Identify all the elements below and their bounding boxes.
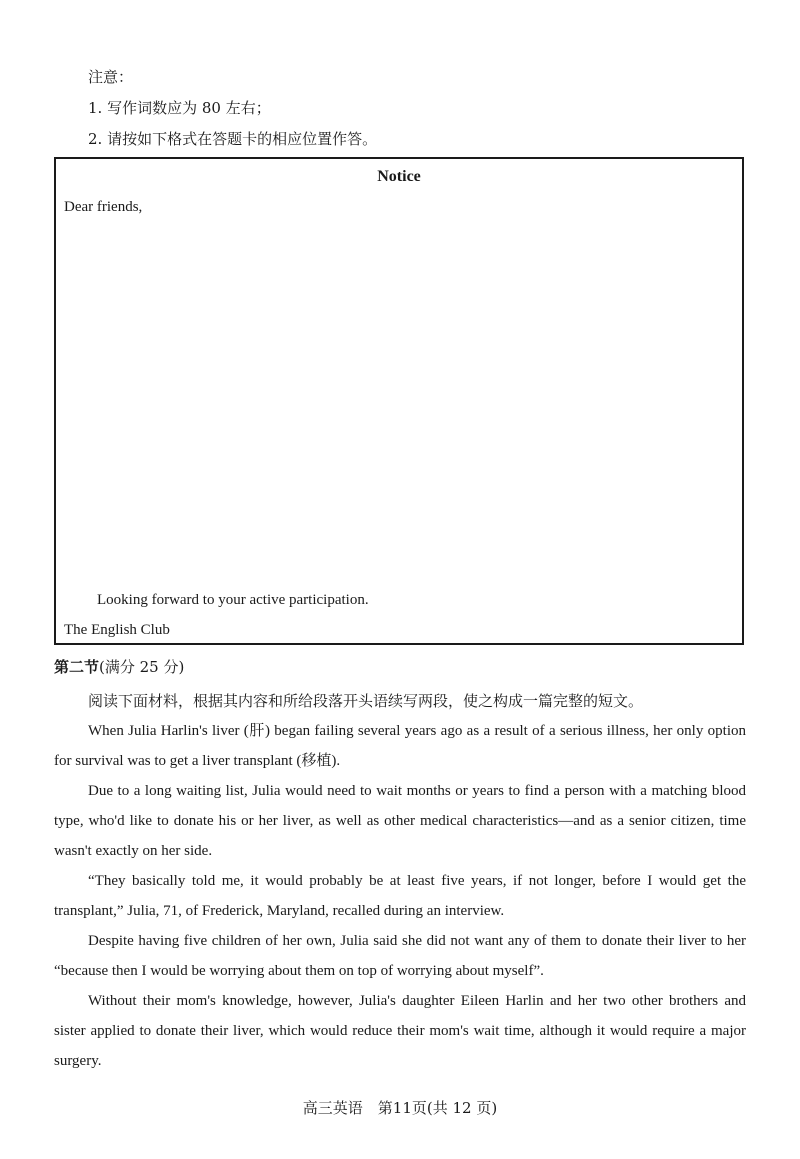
reading-passage [54,686,746,1076]
section-label: 第二节 [54,658,100,676]
note-item: 1. 写作词数应为 80 左右； [88,99,271,117]
note-item: 2. 请按如下格式在答题卡的相应位置作答。 [88,130,378,148]
answer-format-box [54,157,744,645]
passage-instruction: 阅读下面材料，根据其内容和所给段落开头语续写两段，使之构成一篇完整的短文。 [88,692,644,710]
writing-notes [88,62,377,155]
section-heading [54,656,184,677]
notice-closing: Looking forward to your active participation. [97,592,369,608]
notice-title: Notice [377,168,421,185]
page-footer: 高三英语 第11页(共 12 页) [302,1099,498,1117]
passage-paragraph: Due to a long waiting list, Julia would need to wait months or years to find a person with a matching blood type, who'd like to donate his or her liver, as well as other medical characteristics—and as a senior citizen, time wasn't exactly on her side. [54,783,746,859]
passage-paragraph: Without their mom's knowledge, however, Julia's daughter Eileen Harlin and her two other brothers and sister applied to donate their liver, which would reduce their mom's wait time, although it would require a major surgery. [54,993,746,1069]
notice-signature: The English Club [64,622,170,638]
passage-paragraph: Despite having five children of her own, Julia said she did not want any of them to donate their liver to her “because then I would be worrying about them on top of worrying about myself”. [54,933,746,979]
passage-paragraph: When Julia Harlin's liver (肝) began failing several years ago as a result of a serious illness, her only option for survival was to get a liver transplant (移植). [54,723,746,769]
notice-greeting: Dear friends, [64,199,143,215]
passage-paragraph: “They basically told me, it would probably be at least five years, if not longer, before I would get the transplant,” Julia, 71, of Frederick, Maryland, recalled during an interview. [54,873,746,919]
notes-heading: 注意： [88,68,134,86]
section-score: (满分 25 分) [99,658,185,676]
